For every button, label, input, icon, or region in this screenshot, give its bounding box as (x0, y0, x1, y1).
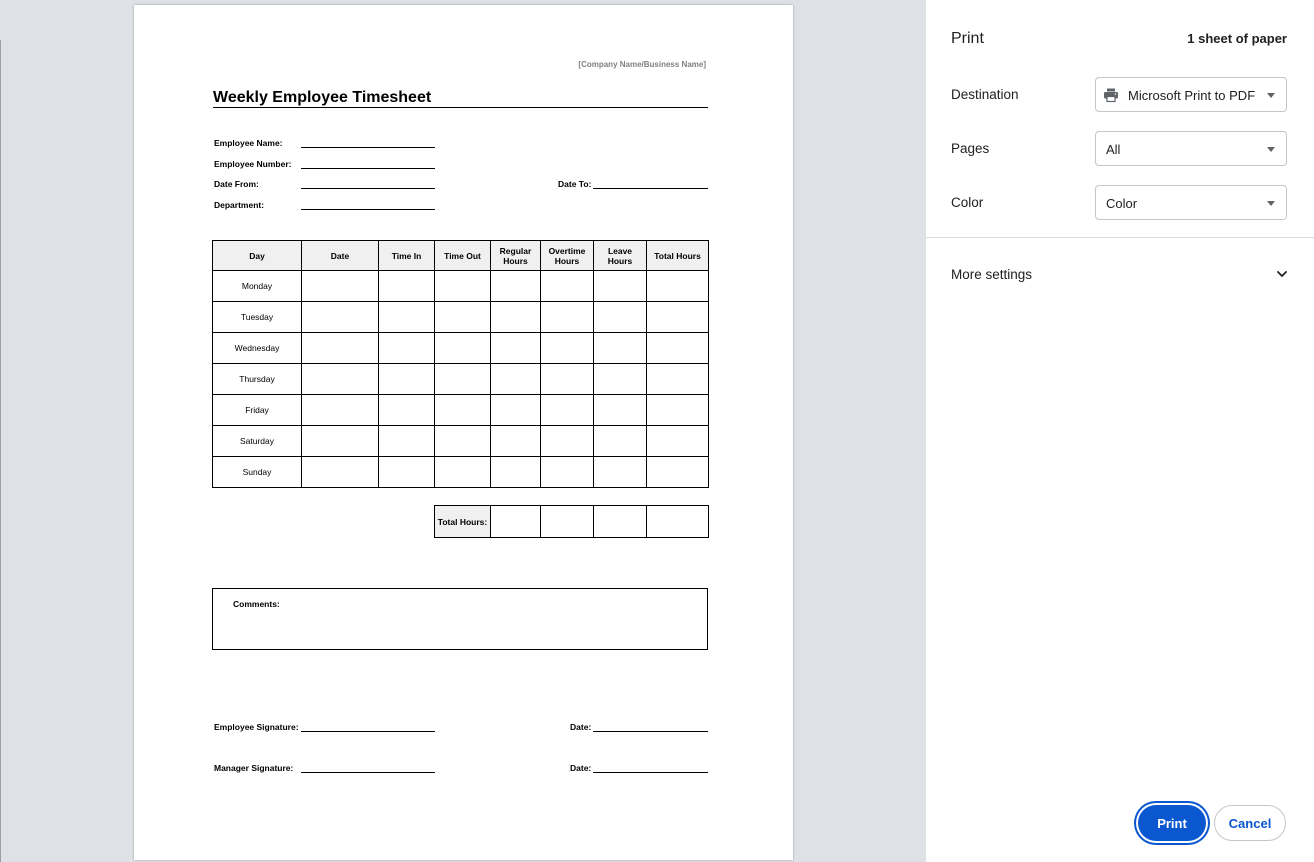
date-to-line (593, 188, 708, 189)
comments-box (212, 588, 708, 650)
document-title: Weekly Employee Timesheet (213, 89, 432, 106)
employee-date-label: Date: (570, 722, 592, 732)
day-cell: Tuesday (213, 302, 302, 333)
color-select[interactable] (1095, 185, 1287, 220)
day-cell: Saturday (213, 426, 302, 457)
header-regular-hours: Regular Hours (491, 241, 541, 271)
day-cell: Wednesday (213, 333, 302, 364)
header-leave-hours: Leave Hours (594, 241, 647, 271)
employee-signature-label: Employee Signature: (214, 722, 299, 732)
employee-date-line (593, 731, 708, 732)
comments-label: Comments: (233, 599, 280, 609)
header-time-out: Time Out (435, 241, 491, 271)
sheet-count: 1 sheet of paper (1187, 31, 1287, 46)
table-row (213, 364, 709, 395)
manager-signature-line (301, 772, 435, 773)
employee-number-label: Employee Number: (214, 159, 292, 169)
day-cell: Thursday (213, 364, 302, 395)
cancel-button[interactable]: Cancel (1214, 805, 1286, 841)
preview-page (134, 5, 793, 860)
more-settings-label: More settings (951, 267, 1033, 282)
total-hours-label: Total Hours: (435, 506, 491, 538)
destination-value: Microsoft Print to PDF (1128, 88, 1256, 103)
table-row (213, 302, 709, 333)
total-hours-table (434, 505, 709, 538)
day-cell: Monday (213, 271, 302, 302)
pages-select[interactable] (1095, 131, 1287, 166)
date-to-label: Date To: (558, 179, 592, 189)
department-line (301, 209, 435, 210)
header-date: Date (302, 241, 379, 271)
print-settings-panel (926, 0, 1314, 862)
printer-icon (1103, 87, 1119, 103)
print-button[interactable]: Print (1138, 805, 1206, 841)
header-time-in: Time In (379, 241, 435, 271)
manager-signature-label: Manager Signature: (214, 763, 294, 773)
table-row (213, 395, 709, 426)
manager-date-line (593, 772, 708, 773)
manager-date-label: Date: (570, 763, 592, 773)
employee-name-label: Employee Name: (214, 138, 283, 148)
table-row (213, 271, 709, 302)
window-edge (0, 40, 1, 862)
date-from-line (301, 188, 435, 189)
pages-value: All (1106, 142, 1121, 157)
destination-select[interactable] (1095, 77, 1287, 112)
company-name: [Company Name/Business Name] (578, 60, 706, 69)
day-cell: Sunday (213, 457, 302, 488)
destination-label: Destination (951, 87, 1019, 102)
table-row (213, 333, 709, 364)
date-from-label: Date From: (214, 179, 259, 189)
employee-number-line (301, 168, 435, 169)
header-total-hours: Total Hours (647, 241, 709, 271)
panel-divider (926, 237, 1314, 238)
table-header-row (213, 241, 709, 271)
timesheet-table (212, 240, 709, 488)
header-day: Day (213, 241, 302, 271)
employee-name-line (301, 147, 435, 148)
total-hours-row (435, 506, 709, 538)
panel-title: Print (951, 30, 984, 47)
dropdown-arrow-icon (1267, 201, 1275, 206)
chevron-down-icon (1275, 267, 1289, 281)
header-overtime-hours: Overtime Hours (541, 241, 594, 271)
more-settings-toggle[interactable] (926, 255, 1314, 293)
color-label: Color (951, 195, 984, 210)
pages-label: Pages (951, 141, 990, 156)
table-row (213, 457, 709, 488)
day-cell: Friday (213, 395, 302, 426)
dropdown-arrow-icon (1267, 147, 1275, 152)
dropdown-arrow-icon (1267, 93, 1275, 98)
employee-signature-line (301, 731, 435, 732)
department-label: Department: (214, 200, 265, 210)
color-value: Color (1106, 196, 1138, 211)
table-row (213, 426, 709, 457)
title-underline (213, 107, 708, 108)
